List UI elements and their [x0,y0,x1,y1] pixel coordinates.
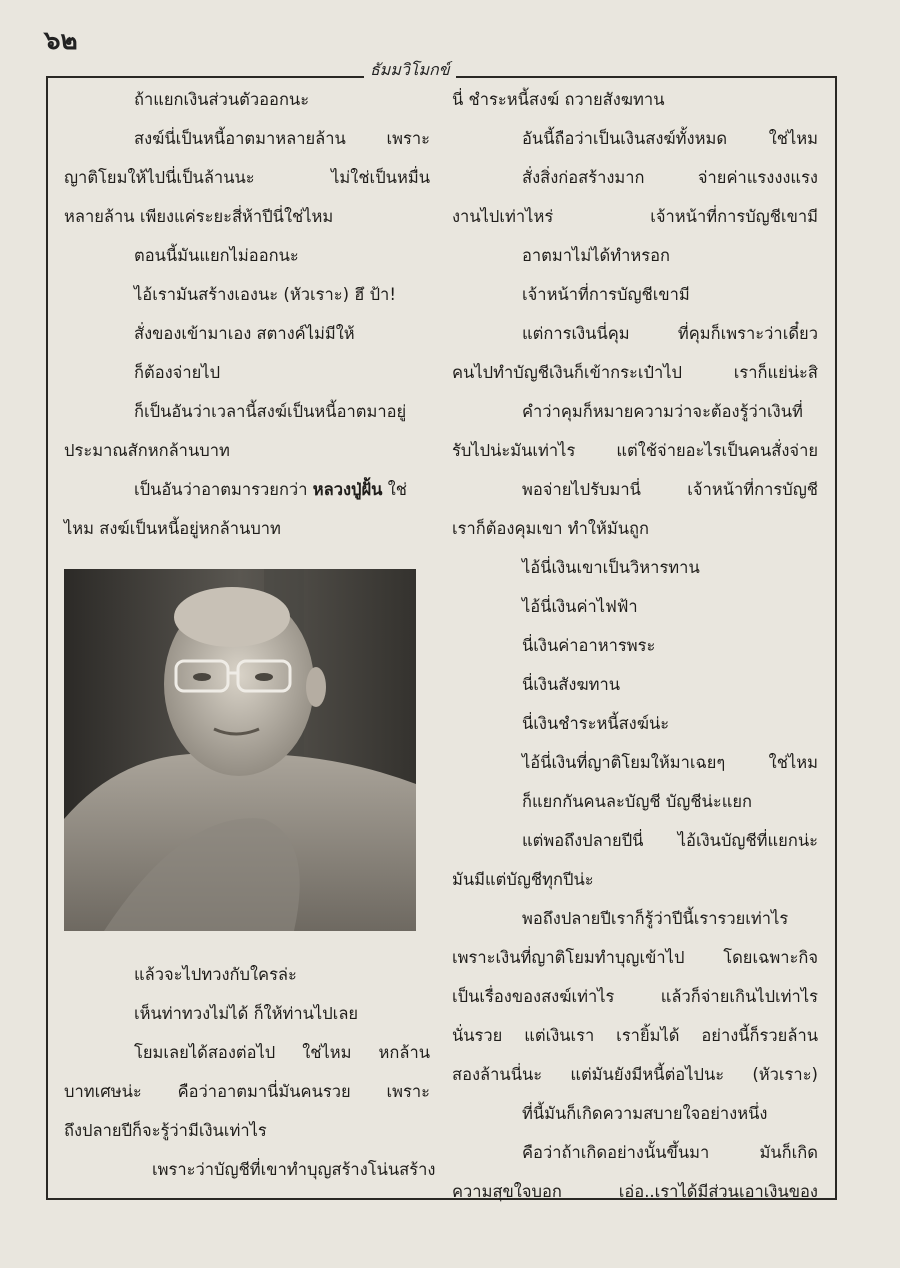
page-number: ๖๒ [44,26,78,56]
text-line: งานไปเท่าไหร่ เจ้าหน้าที่การบัญชีเขามี [452,207,818,226]
portrait-image [64,569,416,931]
running-header: ธัมมวิโมกข์ [364,58,456,83]
text-line: บาทเศษน่ะ คือว่าอาตมานี่มันคนรวย เพราะ [64,1082,430,1101]
text-line: มันมีแต่บัญชีทุกปีน่ะ [452,870,594,889]
text-line: ประมาณสักหกล้านบาท [64,441,230,460]
left-column-after-photo [64,955,436,1189]
text-line: ตอนนี้มันแยกไม่ออกนะ [134,246,299,265]
text-line: ก็แยกกันคนละบัญชี บัญชีน่ะแยก [522,792,752,811]
text-line: นี่เงินชำระหนี้สงฆ์น่ะ [522,714,670,733]
text-line: ก็เป็นอันว่าเวลานี้สงฆ์เป็นหนี้อาตมาอยู่ [134,402,407,421]
text-line: ที่นี้มันก็เกิดความสบายใจอย่างหนึ่ง [522,1104,768,1123]
text-line: นี่เงินสังฆทาน [522,675,621,694]
text-line: คนไปทำบัญชีเงินก็เข้ากระเป๋าไป เราก็แย่น่ะสิ [452,363,818,382]
text-line: คือว่าถ้าเกิดอย่างนั้นขึ้นมา มันก็เกิด [522,1143,818,1162]
text-line [64,470,430,509]
text-line: ญาติโยมให้ไปนี่เป็นล้านนะ ไม่ใช่เป็นหมื่น [64,168,430,187]
bold-name: หลวงปู่ฝั้น [312,480,383,499]
text-line: พอจ่ายไปรับมานี่ เจ้าหน้าที่การบัญชี [522,480,818,499]
text-line: นี่ ชำระหนี้สงฆ์ ถวายสังฆทาน [452,90,665,109]
text-line: เป็นเรื่องของสงฆ์เท่าไร แล้วก็จ่ายเกินไปเท่าไร [452,987,818,1006]
left-column [64,80,436,1189]
text-line: เห็นท่าทวงไม่ได้ ก็ให้ท่านไปเลย [134,1004,359,1023]
text-line: หลายล้าน เพียงแค่ระยะสี่ห้าปีนี่ใช่ไหม [64,207,334,226]
text-line: สั่งสิ่งก่อสร้างมาก จ่ายค่าแรงงงแรง [522,168,818,187]
text-line: พอถึงปลายปีเราก็รู้ว่าปีนี้เรารวยเท่าไร [522,909,789,928]
text-line: คำว่าคุมก็หมายความว่าจะต้องรู้ว่าเงินที่ [522,402,803,421]
text-line: เพราะว่าบัญชีที่เขาทำบุญสร้างโน่นสร้าง [152,1160,436,1179]
text-line: ความสุขใจบอก เอ่อ..เราได้มีส่วนเอาเงินของ [452,1182,818,1201]
text-line: ถ้าแยกเงินส่วนตัวออกนะ [134,90,310,109]
text-line: ไหม สงฆ์เป็นหนี้อยู่หกล้านบาท [64,519,281,538]
monk-portrait-photo [64,569,416,931]
text-span: เป็นอันว่าอาตมารวยกว่า [134,480,308,499]
text-span: ใช่ [387,480,407,499]
text-line: เจ้าหน้าที่การบัญชีเขามี [522,285,690,304]
text-line: แต่พอถึงปลายปีนี่ ไอ้เงินบัญชีที่แยกน่ะ [522,831,818,850]
text-line: นี่เงินค่าอาหารพระ [522,636,656,655]
text-line: สงฆ์นี่เป็นหนี้อาตมาหลายล้าน เพราะ [134,129,430,148]
right-column [452,80,818,1211]
text-line: เพราะเงินที่ญาติโยมทำบุญเข้าไป โดยเฉพาะกิจ [452,948,818,967]
text-line: ก็ต้องจ่ายไป [134,363,221,382]
text-line: นั่นรวย แต่เงินเรา เรายิ้มได้ อย่างนี้ก็รวยล้าน [452,1026,818,1045]
text-line: ถึงปลายปีก็จะรู้ว่ามีเงินเท่าไร [64,1121,267,1140]
text-line: สองล้านนี่นะ แต่มันยังมีหนี้ต่อไปนะ (หัวเราะ) [452,1065,818,1084]
text-line: ไอ้นี่เงินที่ญาติโยมให้มาเฉยๆ ใช่ไหม [522,753,818,772]
text-line: แล้วจะไปทวงกับใครล่ะ [134,965,297,984]
text-line [64,275,430,314]
text-line: อันนี้ถือว่าเป็นเงินสงฆ์ทั้งหมด ใช่ไหม [522,129,818,148]
text-span: ไอ้เรามันสร้างเองนะ (หัวเราะ) ฮึ ป้า! [134,285,396,304]
text-line: ไอ้นี่เงินเขาเป็นวิหารทาน [522,558,700,577]
text-line: โยมเลยได้สองต่อไป ใช่ไหม หกล้าน [134,1043,430,1062]
text-line: เราก็ต้องคุมเขา ทำให้มันถูก [452,519,649,538]
text-line: ไอ้นี่เงินค่าไฟฟ้า [522,597,638,616]
text-line: อาตมาไม่ได้ทำหรอก [522,246,671,265]
text-line: รับไปน่ะมันเท่าไร แต่ใช้จ่ายอะไรเป็นคนสั่งจ่าย [452,441,818,460]
text-line: แต่การเงินนี่คุม ที่คุมก็เพราะว่าเดี๋ยว [522,324,818,343]
text-line: สั่งของเข้ามาเอง สตางค์ไม่มีให้ [134,324,355,343]
